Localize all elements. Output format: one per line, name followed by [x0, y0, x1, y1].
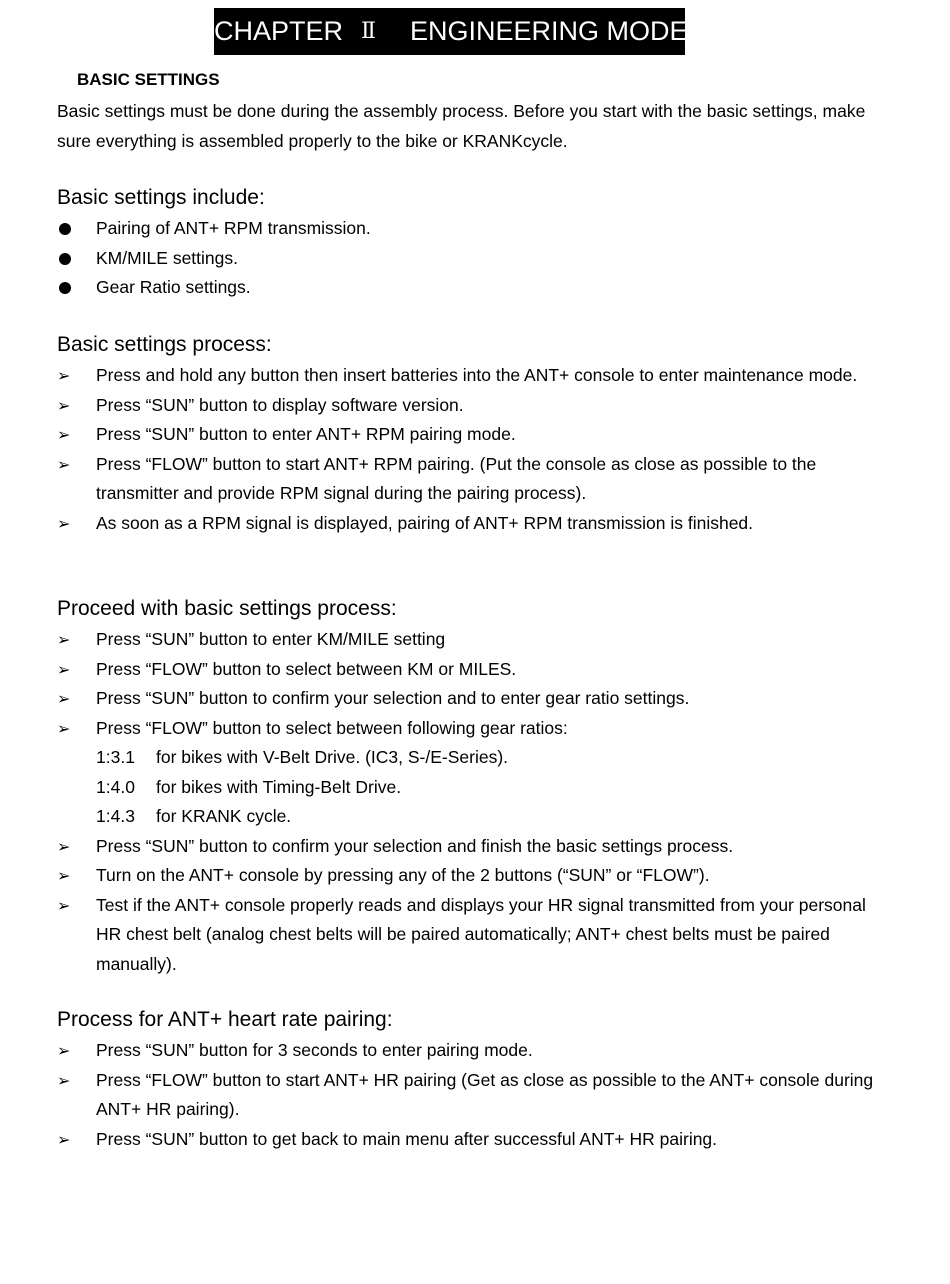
- list-item: ➢ Press “SUN” button to display software version.: [57, 391, 887, 421]
- arrow-bullet-icon: ➢: [57, 836, 71, 856]
- include-list: [57, 214, 887, 303]
- list-item: KM/MILE settings.: [57, 244, 887, 274]
- chapter-banner: [214, 8, 688, 55]
- list-item: ➢ Press “FLOW” button to start ANT+ HR pairing (Get as close as possible to the ANT+ console during ANT+ HR pairing).: [57, 1066, 887, 1125]
- hr-pairing-heading: Process for ANT+ heart rate pairing:: [57, 1008, 393, 1031]
- proceed-list: [57, 625, 887, 979]
- gear-ratio-row: 1:4.0 for bikes with Timing-Belt Drive.: [96, 776, 402, 797]
- chapter-numeral: Ⅱ: [361, 19, 376, 44]
- include-heading: Basic settings include:: [57, 186, 265, 209]
- hr-pairing-list: [57, 1036, 887, 1154]
- list-item: ➢ As soon as a RPM signal is displayed, pairing of ANT+ RPM transmission is finished.: [57, 509, 887, 539]
- list-item: Pairing of ANT+ RPM transmission.: [57, 214, 887, 244]
- arrow-bullet-icon: ➢: [57, 513, 71, 533]
- arrow-bullet-icon: ➢: [57, 866, 71, 885]
- process-list: [57, 361, 887, 538]
- arrow-bullet-icon: ➢: [57, 1070, 71, 1090]
- list-item: ➢ Press “SUN” button to confirm your selection and to enter gear ratio settings.: [57, 684, 887, 714]
- gear-ratio-row: 1:3.1 for bikes with V-Belt Drive. (IC3, S-/E-Series).: [96, 747, 509, 767]
- arrow-bullet-icon: ➢: [57, 659, 71, 679]
- proceed-heading: Proceed with basic settings process:: [57, 597, 397, 620]
- basic-settings-heading: BASIC SETTINGS: [77, 70, 220, 89]
- list-item: ➢ Press “SUN” button to get back to main menu after successful ANT+ HR pairing.: [57, 1125, 887, 1155]
- arrow-bullet-icon: ➢: [57, 366, 71, 385]
- list-item: Gear Ratio settings.: [57, 273, 887, 303]
- list-item: ➢ Press “SUN” button for 3 seconds to enter pairing mode.: [57, 1036, 887, 1066]
- bullet-icon: [59, 282, 71, 294]
- list-item: ➢ Press “SUN” button to enter KM/MILE setting: [57, 625, 887, 655]
- arrow-bullet-icon: ➢: [57, 395, 71, 415]
- arrow-bullet-icon: ➢: [57, 895, 71, 915]
- arrow-bullet-icon: ➢: [57, 689, 71, 708]
- chapter-title: ENGINEERING MODE: [409, 16, 688, 46]
- list-item: ➢ Press and hold any button then insert batteries into the ANT+ console to enter maintenance mode.: [57, 361, 887, 391]
- gear-ratio-row: 1:4.3 for KRANK cycle.: [96, 806, 292, 826]
- arrow-bullet-icon: ➢: [57, 718, 71, 738]
- chapter-prefix: CHAPTER: [214, 16, 344, 46]
- bullet-icon: [59, 253, 71, 265]
- list-item: ➢ Press “SUN” button to confirm your selection and finish the basic settings process.: [57, 832, 887, 862]
- bullet-icon: [59, 223, 71, 235]
- list-item: ➢ Turn on the ANT+ console by pressing any of the 2 buttons (“SUN” or “FLOW”).: [57, 861, 887, 891]
- arrow-bullet-icon: ➢: [57, 454, 71, 474]
- list-item: ➢ Press “FLOW” button to select between following gear ratios: 1:3.1 for bikes with V-Belt Drive. (IC3, S-/E-Series). 1:4.0 for bikes with Timing-Belt Drive. 1:4.3 for KRANK cycle.: [57, 714, 887, 832]
- process-heading: Basic settings process:: [57, 333, 272, 356]
- list-item: ➢ Press “FLOW” button to select between KM or MILES.: [57, 655, 887, 685]
- arrow-bullet-icon: ➢: [57, 1041, 71, 1060]
- list-item: ➢ Press “SUN” button to enter ANT+ RPM pairing mode.: [57, 420, 887, 450]
- basic-settings-intro: Basic settings must be done during the assembly process. Before you start with the basic settings, make sure everything is assembled properly to the bike or KRANKcycle.: [57, 101, 866, 151]
- list-item: ➢ Test if the ANT+ console properly reads and displays your HR signal transmitted from your personal HR chest belt (analog chest belts will be paired automatically; ANT+ chest belts must be paired manually).: [57, 891, 887, 980]
- arrow-bullet-icon: ➢: [57, 425, 71, 444]
- list-item: ➢ Press “FLOW” button to start ANT+ RPM pairing. (Put the console as close as possible to the transmitter and provide RPM signal during the pairing process).: [57, 450, 887, 509]
- arrow-bullet-icon: ➢: [57, 1129, 71, 1149]
- arrow-bullet-icon: ➢: [57, 630, 71, 649]
